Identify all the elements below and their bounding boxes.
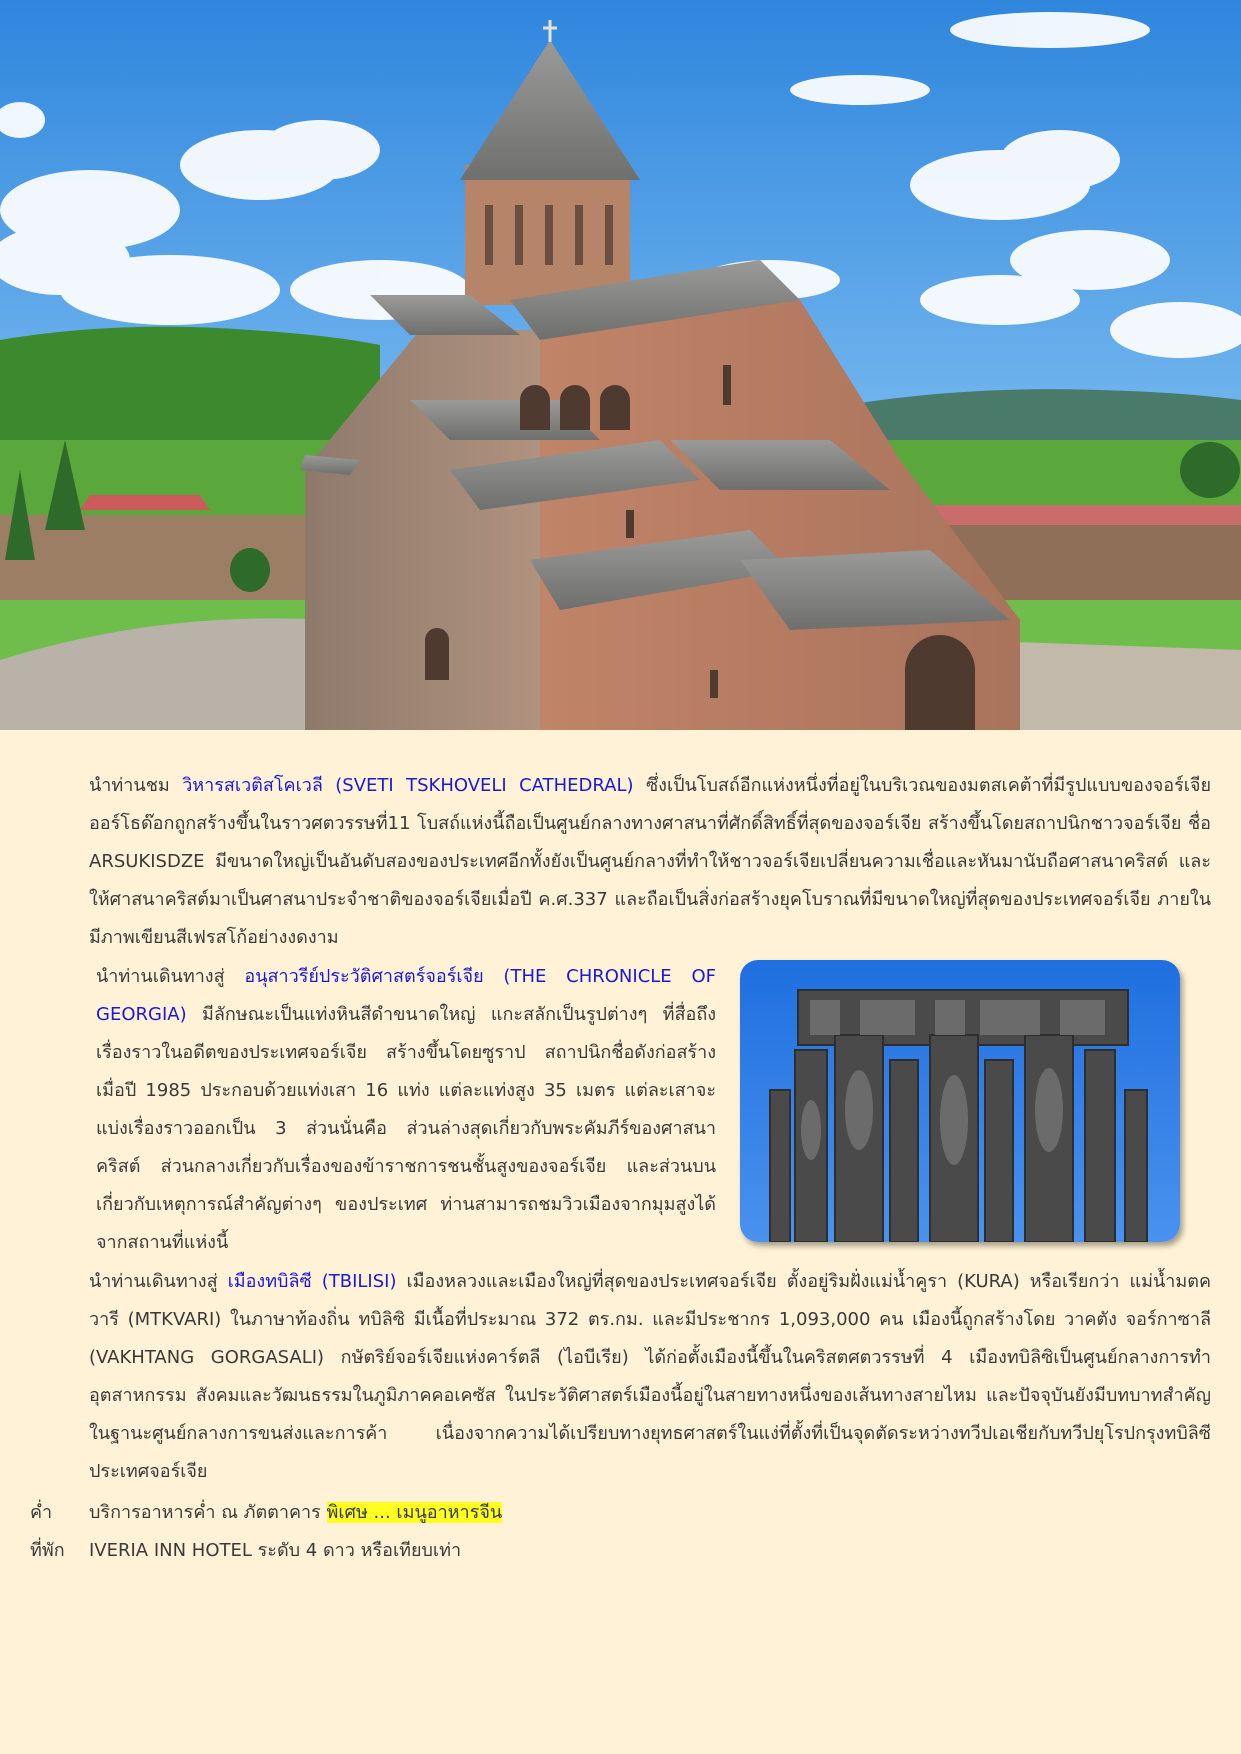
tbilisi-lead: นำท่านเดินทางสู่ xyxy=(89,1271,228,1292)
dinner-label: ค่ำ xyxy=(30,1502,53,1523)
chronicle-description: มีลักษณะเป็นแท่งหินสีดำขนาดใหญ่ แกะสลักเป็นรูปต่างๆ ที่สื่อถึงเรื่องราวในอดีตของประเทศจอร์เจีย สร้างขึ้นโดยซูราป สถาปนิกชื่อดังก่อสร้างเมื่อปี 1985 ประกอบด้วยแท่งเสา 16 แท่ง แต่ละแท่งสูง 35 เมตร แต่ละเสาจะแบ่งเรื่องราวออกเป็น 3 ส่วนนั่นคือ ส่วนล่างสุดเกี่ยวกับพระคัมภีร์ของศาสนาคริสต์ ส่วนกลางเกี่ยวกับเรื่องของข้าราชการชนชั้นสูงของจอร์เจีย และส่วนบนเกี่ยวกับเหตุการณ์สำคัญต่างๆ ของประเทศ ท่านสามารถชมวิวเมืองจากมุมสูงได้จากสถานที่แห่งนี้ xyxy=(96,1004,716,1253)
dinner-highlight: พิเศษ ... เมนูอาหารจีน xyxy=(326,1502,503,1523)
tbilisi-description: เมืองหลวงและเมืองใหญ่ที่สุดของประเทศจอร์เจีย ตั้งอยู่ริมฝั่งแม่น้ำคูรา (KURA) หรือเรียกว่า แม่น้ำมตควารี (MTKVARI) ในภาษาท้องถิ่น ทบิลิซิ มีเนื้อที่ประมาณ 372 ตร.กม. และมีประชากร 1,093,000 คน เมืองนี้ถูกสร้างโดย วาคตัง จอร์กาซาลี (VAKHTANG GORGASALI) กษัตริย์จอร์เจียแห่งคาร์ตลี (ไอบีเรีย) ได้ก่อตั้งเมืองนี้ขึ้นในคริสตศตวรรษที่ 4 เมืองทบิลิซิเป็นศูนย์กลางการทำอุตสาหกรรม สังคมและวัฒนธรรมในภูมิภาคคอเคซัส ในประวัติศาสตร์เมืองนี้อยู่ในสายทางหนึ่งของเส้นทางสายไหม และปัจจุบันยังมีบทบาทสำคัญในฐานะศูนย์กลางการขนส่งและการค้า เนื่องจากความได้เปรียบทางยุทธศาสตร์ในแง่ที่ตั้งที่เป็นจุดตัดระหว่างทวีปเอเชียกับทวีปยุโรปกรุงทบิลิซี ประเทศจอร์เจีย xyxy=(89,1271,1211,1482)
cathedral-description: ซึ่งเป็นโบสถ์อีกแห่งหนึ่งที่อยู่ในบริเวณของมตสเคต้าที่มีรูปแบบของจอร์เจียออร์โธด๊อกถูกสร้างขึ้นในราวศตวรรษที่11 โบสถ์แห่งนี้ถือเป็นศูนย์กลางทางศาสนาที่ศักดิ์สิทธิ์ที่สุดของจอร์เจีย สร้างขึ้นโดยสถาปนิกชาวจอร์เจีย ชื่อ ARSUKISDZE มีขนาดใหญ่เป็นอันดับสองของประเทศอีกทั้งยังเป็นศูนย์กลางที่ทำให้ชาวจอร์เจียเปลี่ยนความเชื่อและหันมานับถือศาสนาคริสต์ และให้ศาสนาคริสต์มาเป็นศาสนาประจำชาติของจอร์เจียเมื่อปี ค.ศ.337 และถือเป็นสิ่งก่อสร้างยุคโบราณที่มีขนาดใหญ่ที่สุดของประเทศจอร์เจีย ภายในมีภาพเขียนสีเฟรสโก้อย่างงดงาม xyxy=(89,775,1212,948)
dinner-text xyxy=(89,1494,502,1532)
tbilisi-paragraph xyxy=(89,1263,1211,1491)
cathedral-paragraph xyxy=(89,767,1211,957)
chronicle-lead: นำท่านเดินทางสู่ xyxy=(96,966,245,987)
hotel-label: ที่พัก xyxy=(30,1540,65,1561)
chronicle-name-highlight: อนุสาวรีย์ประวัติศาสตร์จอร์เจีย (THE CHRONICLE OF GEORGIA) xyxy=(96,966,716,1025)
dinner-description: บริการอาหารค่ำ ณ ภัตตาคาร xyxy=(89,1502,327,1523)
cathedral-name-highlight: วิหารสเวติสโคเวลี (SVETI TSKHOVELI CATHEDRAL) xyxy=(182,775,634,796)
hotel-text: IVERIA INN HOTEL ระดับ 4 ดาว หรือเทียบเท่า xyxy=(89,1540,462,1561)
cathedral-photo xyxy=(0,0,1241,730)
chronicle-paragraph xyxy=(96,958,716,1262)
cathedral-lead: นำท่านชม xyxy=(89,775,183,796)
chronicle-photo xyxy=(740,960,1180,1242)
tbilisi-name-highlight: เมืองทบิลิซี (TBILISI) xyxy=(227,1271,397,1292)
